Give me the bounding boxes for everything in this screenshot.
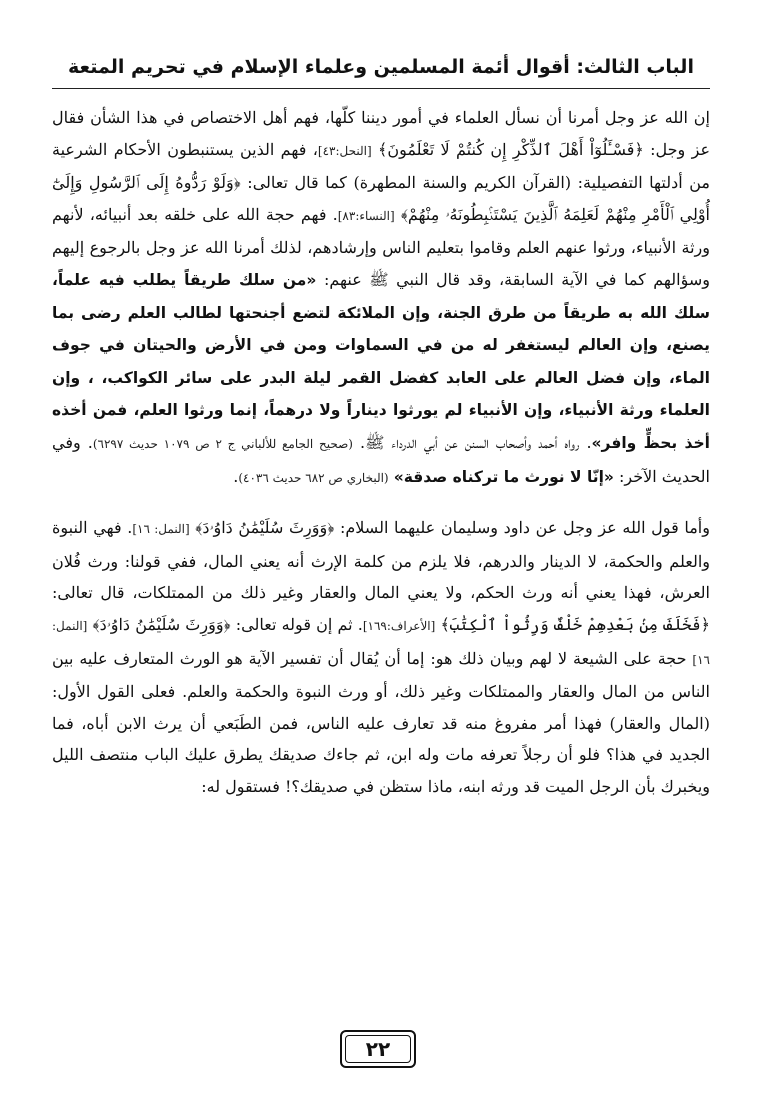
text-segment: ، فهم الذين يستنبطون الأحكام الشرعية من أدلتها التفصيلية: (القرآن الكريم والسنة المطهرة) كما قال تعالى: <box>52 139 710 193</box>
hadith-reference: (البخاري ص ٦٨٢ حديث ٤٠٣٦) <box>238 470 389 485</box>
body-text <box>52 102 710 802</box>
verse-reference: [النمل: ١٦] <box>52 618 710 667</box>
hadith-reference: (صحيح الجامع للألباني ج ٢ ص ١٠٧٩ حديث ٦٢٩٧) <box>92 436 353 451</box>
text-segment: . رواه أحمد وأصحاب السنن عن أبي الدرداء ﷺ. <box>352 432 592 452</box>
quran-verse: ﴿فَخَلَفَ مِنۢ بَعْدِهِمْ خَلْفٌ وَرِثُواْ ٱلْكِتَٰبَ﴾ <box>440 614 710 634</box>
chapter-title: الباب الثالث: أقوال أئمة المسلمين وعلماء الإسلام في تحريم المتعة <box>68 56 694 78</box>
text-segment: إن الله عز وجل أمرنا أن نسأل العلماء في أمور ديننا كلّها، فهم أهل الاختصاص في هذا الشأن فقال عز وجل: <box>52 108 711 159</box>
page-number: ٢٢ <box>365 1037 391 1061</box>
text-segment: . ثم إن قوله تعالى: <box>230 614 363 634</box>
quran-verse: ﴿وَلَوْ رَدُّوهُ إِلَى ٱلرَّسُولِ وَإِلَىٰٓ أُوْلِي ٱلْأَمْرِ مِنْهُمْ لَعَلِمَهُ ٱلَّذِينَ يَسْتَنۢبِطُونَهُۥ مِنْهُمْ﴾ <box>52 173 711 224</box>
verse-reference: [النحل:٤٣] <box>317 143 372 158</box>
text-segment: . <box>233 466 239 486</box>
text-segment: . فهي النبوة والعلم والحكمة، لا الدينار والدرهم، فلا يلزم من كلمة الإرث أنه يعني المال، ففي قولنا: ورث فُلان العرش، فهذا يعني أنه ورث الحكم، ولا يعني المال والعقار وغير ذلك من الممتلكات، قال تعالى: <box>52 518 710 603</box>
hadith-quote: «إنّا لا نورث ما تركناه صدقة» <box>393 467 614 486</box>
quran-verse: ﴿وَوَرِثَ سُلَيْمَٰنُ دَاوُۥدَ﴾ <box>92 614 231 634</box>
verse-reference: [النساء:٨٣] <box>337 208 395 223</box>
quran-verse: ﴿وَوَرِثَ سُلَيْمَٰنُ دَاوُۥدَ﴾ <box>195 518 335 538</box>
paragraph-2 <box>52 512 710 802</box>
page-number-box <box>340 1030 416 1068</box>
text-segment: حجة على الشيعة لا لهم وبيان ذلك هو: إما أن يُقال أن تفسير الآية هو الورث المتعارف عليه بين الناس من المال والعقار والممتلكات وغير ذلك، أو ورث النبوة والحكمة والعلم. فعلى القول الأول: (المال والعقار) فهذا أمر مفروغ منه قد تعارف عليه الناس، فمن الطَبَعي أن يرث الابن أباه، فما الجديد في هذا؟ فلو أن رجلاً تعرفه مات وله ابن، ثم جاءك صديقك يطرق عليك الباب منتصف الليل ويخبرك بأن الرجل الميت قد ورثه ابنه، ماذا ستظن في صديقك؟! فستقول له: <box>52 648 710 796</box>
quran-verse: ﴿فَسْـَٔلُوٓاْ أَهْلَ ٱلذِّكْرِ إِن كُنتُمْ لَا تَعْلَمُونَ﴾ <box>378 139 644 159</box>
header-divider <box>52 88 710 89</box>
verse-reference: [النمل: ١٦] <box>132 522 190 537</box>
text-segment: وأما قول الله عز وجل عن داود وسليمان عليهما السلام: <box>334 518 710 538</box>
hadith-quote: «من سلك طريقاً يطلب فيه علماً، سلك الله به طريقاً من طرق الجنة، وإن الملائكة لتضع أجنحتها لطالب العلم رضى بما يصنع، وإن العالم ليستغفر له من في السماوات ومن في الأرض والحيتان في جوف الماء، وإن فضل العالم على العابد كفضل القمر ليلة البدر على سائر الكواكب، ، وإن العلماء ورثة الأنبياء، وإن الأنبياء لم يورثوا ديناراً ولا درهماً، إنما ورثوا العلم، فمن أخذه أخذ بحظٍّ وافر» <box>52 270 710 452</box>
verse-reference: [الأعراف:١٦٩] <box>362 618 436 633</box>
text-segment: . وفي الحديث الآخر: <box>52 432 710 486</box>
paragraph-1 <box>52 102 710 494</box>
text-segment: . فهم حجة الله على خلقه بعد أنبيائه، لأنهم ورثة الأنبياء، ورثوا عنهم العلم وقاموا بتعليم الناس وإرشادهم، لذلك أمرنا الله عز وجل بالرجوع إليهم وسؤالهم كما في الآية السابقة، وقد قال النبي ﷺ عنهم: <box>52 204 710 289</box>
